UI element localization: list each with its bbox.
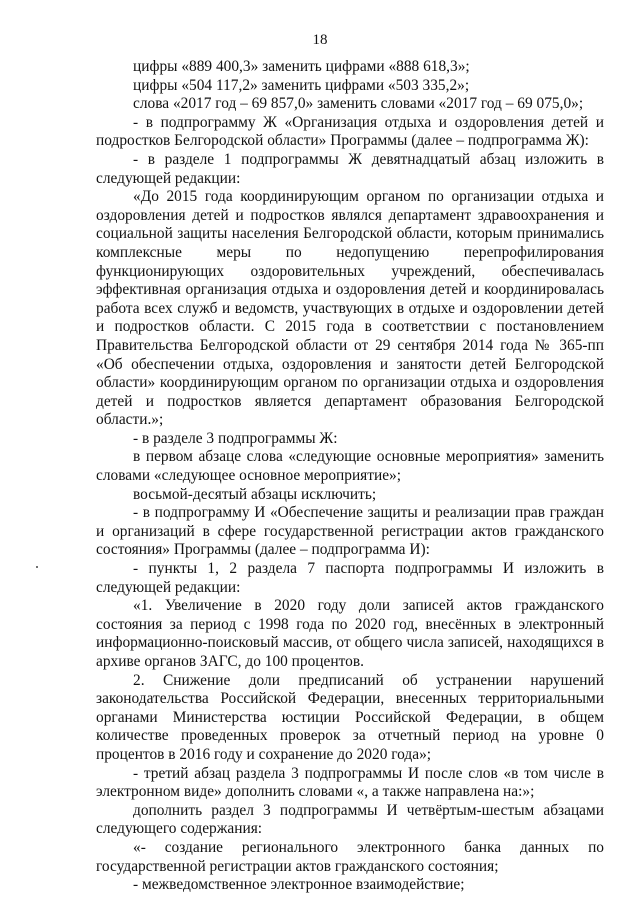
paragraph: - в разделе 1 подпрограммы Ж девятнадцатый абзац изложить в следующей редакции:: [96, 150, 604, 187]
paragraph: - в подпрограмму Ж «Организация отдыха и оздоровления детей и подростков Белгородской области» Программы (далее – подпрограмма Ж):: [96, 113, 604, 150]
paragraph: восьмой-десятый абзацы исключить;: [133, 485, 377, 503]
paragraph: в первом абзаце слова «следующие основные мероприятия» заменить словами «следующее основное мероприятие»;: [96, 448, 604, 485]
page-number: 18: [312, 32, 328, 48]
document-body: [96, 58, 604, 895]
paragraph: цифры «889 400,3» заменить цифрами «888 618,3»;: [133, 58, 470, 75]
paragraph: «- создание регионального электронного банка данных по государственной регистрации актов гражданского состояния;: [96, 838, 604, 875]
paragraph: - в разделе 3 подпрограммы Ж:: [133, 429, 338, 447]
paragraph: - пункты 1, 2 раздела 7 паспорта подпрограммы И изложить в следующей редакции:: [96, 560, 604, 596]
scan-speck: [36, 566, 38, 568]
paragraph: - в подпрограмму И «Обеспечение защиты и реализации прав граждан и организаций в сфере государственной регистрации актов гражданского состояния» Программы (далее – подпрограмма И):: [96, 504, 604, 559]
paragraph: 2. Снижение доли предписаний об устранении нарушений законодательства Российской Федерации, внесенных территориальными органами Министерства юстиции Российской Федерации, в общем количестве проведенных проверок за отчетный период на уровне 0 процентов в 2016 году и сохранение до 2020 года»;: [96, 671, 604, 763]
paragraph: дополнить раздел 3 подпрограммы И четвёртым-шестым абзацами следующего содержания:: [96, 801, 604, 838]
paragraph: «До 2015 года координирующим органом по организации отдыха и оздоровления детей и подростков являлся департамент здравоохранения и социальной защиты населения Белгородской области, которым принимались комплексные меры по недопущению перепрофилирования функционирующих оздоровительных учреждений, обеспечивалась эффективная организация отдыха и оздоровления детей и координировалась работа всех служб и ведомств, участвующих в отдыхе и оздоровлении детей и подростков области. С 2015 года в соответствии с постановлением Правительства Белгородской области от 29 сентября 2014 года № 365-пп «Об обеспечении отдыха, оздоровления и занятости детей Белгородской области» координирующим органом по организации отдыха и оздоровления детей и подростков является департамент образования Белгородской области.»;: [96, 188, 604, 429]
paragraph: - третий абзац раздела 3 подпрограммы И после слов «в том числе в электронном виде» дополнить словами «, а также направлена на:»;: [96, 764, 604, 801]
paragraph: - межведомственное электронное взаимодействие;: [133, 876, 465, 894]
paragraph: слова «2017 год – 69 857,0» заменить словами «2017 год – 69 075,0»;: [133, 95, 584, 113]
paragraph: «1. Увеличение в 2020 году доли записей актов гражданского состояния за период с 1998 года по 2020 год, внесённых в электронный информационно-поисковый массив, от общего числа записей, находящихся в архиве органов ЗАГС, до 100 процентов.: [96, 597, 604, 670]
paragraph: цифры «504 117,2» заменить цифрами «503 335,2»;: [133, 76, 470, 94]
